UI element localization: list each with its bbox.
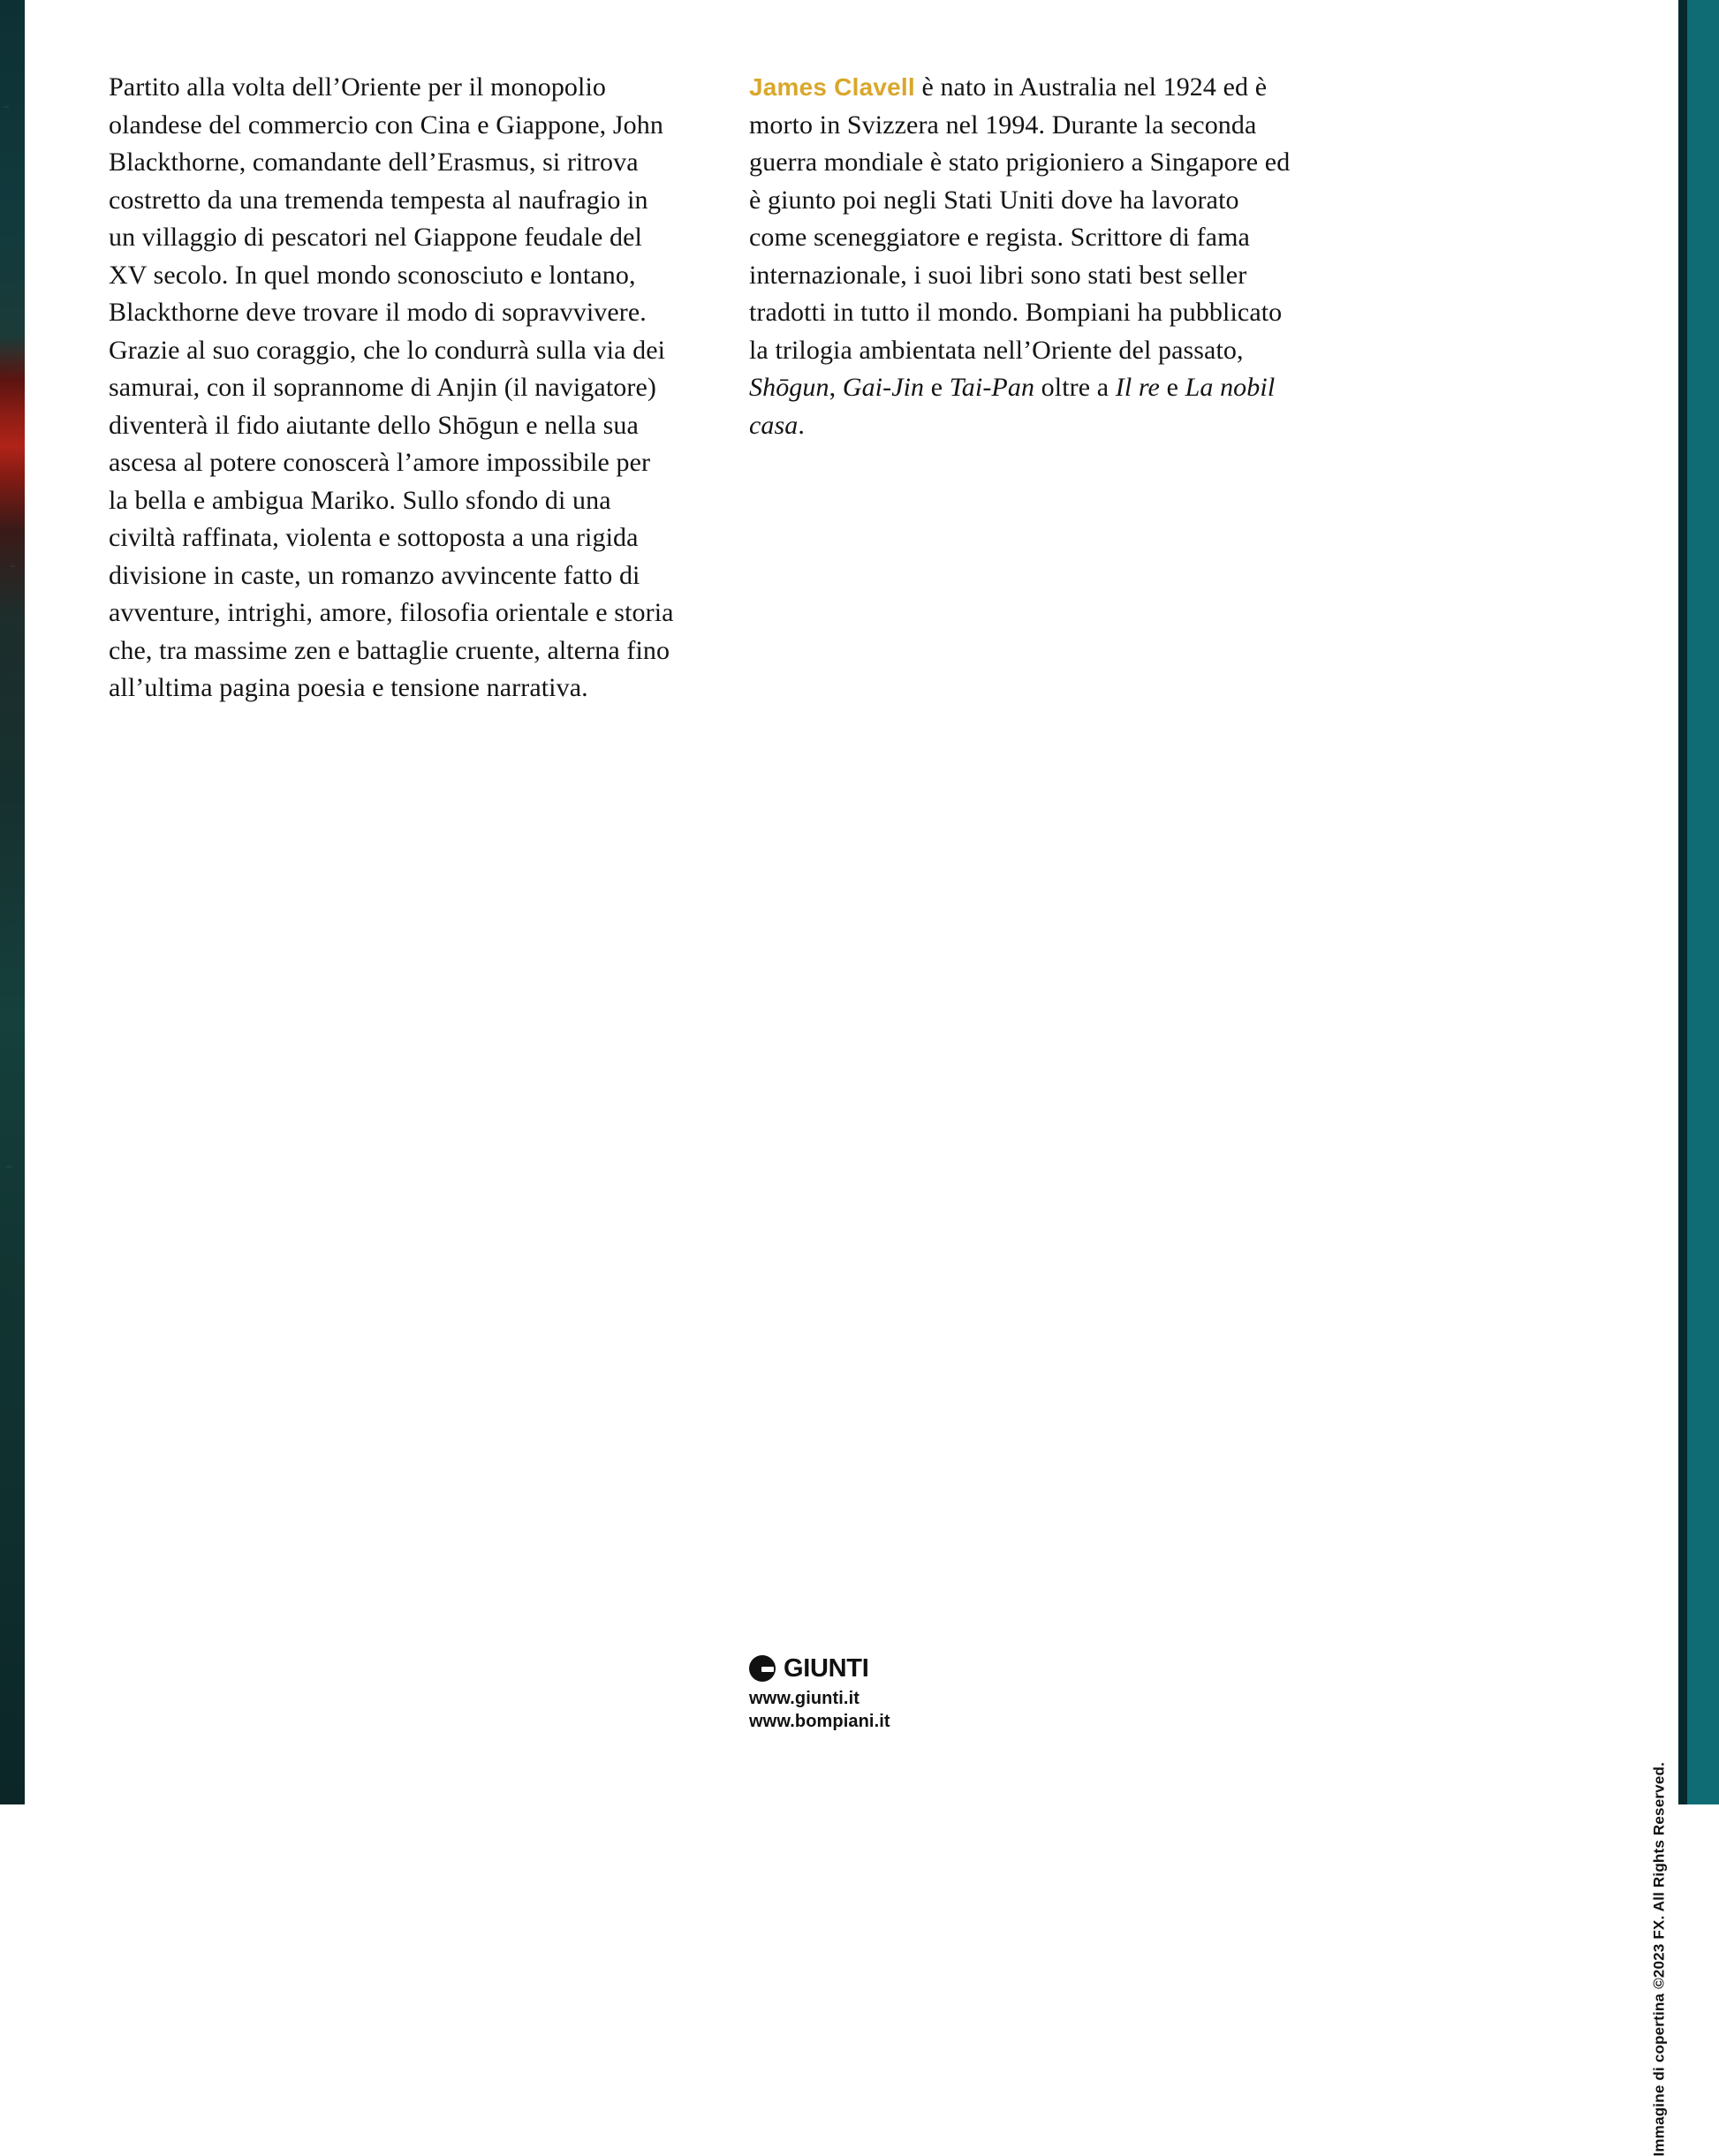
separator-3: e: [1159, 373, 1185, 402]
artwork-fleck: [4, 106, 9, 108]
book-title-shogun: Shōgun: [749, 373, 829, 402]
right-edge-teal-band: [1687, 0, 1719, 1804]
link-giunti-site[interactable]: www.giunti.it: [749, 1689, 860, 1708]
artwork-fleck: [6, 1166, 12, 1168]
author-bio-part1: è nato in Australia nel 1924 ed è morto in Svizzera nel 1994. Durante la seconda guerra mondiale è stato prigioniero a Singapore ed è giunto poi negli Stati Uniti dove ha lavorato come sceneggiatore e regista. Scrittore di fama internazionale, i suoi libri sono stati best seller tradotti in tutto il mondo. Bompiani ha pubblicato la trilogia ambientata nell’Oriente del passato,: [749, 72, 1291, 365]
blurb-text: Partito alla volta dell’Oriente per il monopolio olandese del commercio con Cina e Giappone, John Blackthorne, comandante dell’Erasmus, si ritrova costretto da una tremenda tempesta al naufragio in un villaggio di pescatori nel Giappone feudale del XV secolo. In quel mondo sconosciuto e lontano, Blackthorne deve trovare il modo di sopravvivere. Grazie al suo coraggio, che lo condurrà sulla via dei samurai, con il soprannome di Anjin (il navigatore) diventerà il fido aiutante dello Shōgun e nella sua ascesa al potere conoscerà l’amore impossibile per la bella e ambigua Mariko. Sullo sfondo di una civiltà raffinata, violenta e sottoposta a una rigida divisione in caste, un romanzo avvincente fatto di avventure, intrighi, amore, filosofia orientale e storia che, tra massime zen e battaglie cruente, alterna fino all’ultima pagina poesia e tensione narrativa.: [109, 72, 674, 702]
cover-image-credit: Immagine di copertina ©2023 FX. All Rights Reserved.: [1650, 1762, 1667, 2156]
spine-artwork-strip: [0, 0, 25, 1804]
book-title-taipan: Tai-Pan: [949, 373, 1035, 402]
book-title-gaijin: Gai-Jin: [842, 373, 925, 402]
link-bompiani-site[interactable]: www.bompiani.it: [749, 1712, 890, 1731]
author-bio: [749, 69, 1297, 444]
giunti-wordmark: GIUNTI: [784, 1653, 869, 1683]
separator-1: ,: [829, 373, 843, 402]
author-name: James Clavell: [749, 73, 915, 101]
author-bio-end: .: [798, 410, 805, 440]
artwork-fleck: [11, 565, 15, 567]
back-cover-page: [25, 0, 1678, 1804]
right-edge-dark-band: [1678, 0, 1687, 1804]
giunti-logo: [749, 1653, 1191, 1683]
book-title-lanobilcasa: La nobil casa: [749, 373, 1276, 440]
author-bio-paragraph: [749, 69, 1297, 444]
publisher-block: [749, 1653, 1191, 1732]
giunti-logo-icon: [749, 1655, 776, 1682]
author-bio-part2: oltre a: [1034, 373, 1116, 402]
separator-2: e: [924, 373, 950, 402]
book-blurb: [109, 69, 674, 707]
book-title-ilre: Il re: [1115, 373, 1160, 402]
